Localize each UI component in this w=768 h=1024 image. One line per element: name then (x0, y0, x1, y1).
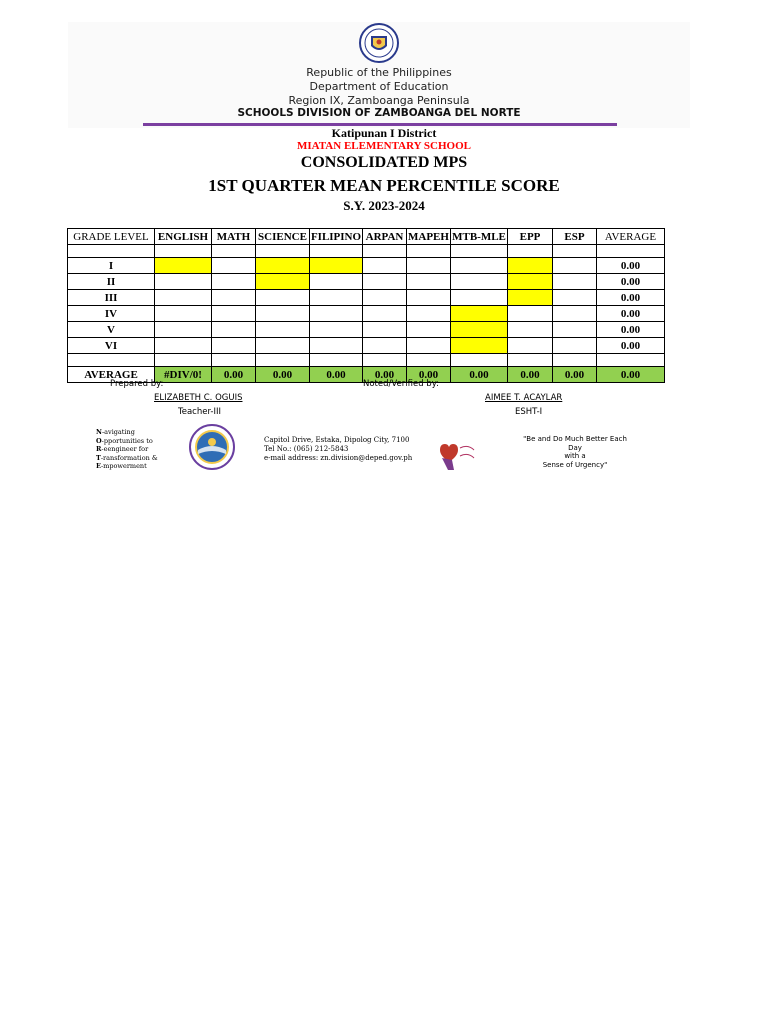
subject-average-cell: 0.00 (212, 367, 256, 383)
score-cell[interactable] (363, 322, 407, 338)
prepared-by-label: Prepared by: (110, 379, 164, 389)
score-cell[interactable] (155, 290, 212, 306)
table-header-row (68, 229, 665, 245)
column-header: MAPEH (408, 230, 449, 243)
score-cell[interactable] (553, 290, 597, 306)
norte-acronym: N-avigating O-pportunities to R-eengineer for T-ransformation & E-mpowerment (96, 428, 158, 470)
prepared-by-name: ELIZABETH C. OGUIS (154, 393, 243, 403)
heart-hand-icon (434, 436, 478, 472)
grade-level-cell: IV (68, 306, 155, 322)
score-cell[interactable] (212, 258, 256, 274)
score-cell[interactable] (553, 338, 597, 354)
grade-level-cell: I (68, 258, 155, 274)
column-header: ENGLISH (155, 229, 212, 245)
table-row (68, 338, 665, 354)
score-cell[interactable] (310, 322, 363, 338)
score-cell[interactable] (212, 306, 256, 322)
score-cell[interactable] (155, 274, 212, 290)
column-header: AVERAGE (597, 229, 665, 245)
address-line: Capitol Drive, Estaka, Dipolog City, 7100 (264, 436, 410, 444)
subject-average-cell: 0.00 (407, 367, 451, 383)
score-cell[interactable] (256, 322, 310, 338)
score-cell[interactable] (451, 274, 508, 290)
school-year: S.Y. 2023-2024 (343, 198, 425, 213)
email-line: e-mail address: zn.division@deped.gov.ph (264, 454, 413, 462)
score-cell[interactable] (212, 274, 256, 290)
score-cell[interactable] (256, 258, 310, 274)
subject-average-cell: 0.00 (553, 367, 597, 383)
score-cell[interactable] (508, 290, 553, 306)
column-header: SCIENCE (256, 229, 310, 245)
header-republic: Republic of the Philippines (306, 66, 452, 79)
subject-average-cell: 0.00 (256, 367, 310, 383)
score-cell[interactable] (363, 290, 407, 306)
score-cell[interactable] (407, 306, 451, 322)
score-cell[interactable] (212, 322, 256, 338)
score-cell[interactable] (363, 338, 407, 354)
subject-average-cell: 0.00 (451, 367, 508, 383)
score-cell[interactable] (508, 338, 553, 354)
row-average-cell: 0.00 (597, 274, 665, 290)
score-cell[interactable] (212, 290, 256, 306)
column-header: ARPAN (363, 229, 407, 245)
score-cell[interactable] (155, 338, 212, 354)
score-cell[interactable] (508, 306, 553, 322)
grade-level-cell: III (68, 290, 155, 306)
noted-by-label: Noted/Verified by: (363, 379, 439, 389)
column-header: MATH (212, 229, 256, 245)
district-name: Katipunan I District (331, 126, 437, 140)
column-header: FILIPINO (310, 230, 362, 243)
row-average-cell: 0.00 (597, 338, 665, 354)
noted-by-name: AIMEE T. ACAYLAR (485, 393, 563, 403)
score-cell[interactable] (310, 258, 363, 274)
noted-by-title: ESHT-I (515, 407, 543, 417)
header-region: Region IX, Zamboanga Peninsula (288, 94, 470, 107)
grade-level-cell: II (68, 274, 155, 290)
school-name: MIATAN ELEMENTARY SCHOOL (297, 140, 471, 152)
score-cell[interactable] (407, 322, 451, 338)
score-cell[interactable] (451, 338, 508, 354)
column-header: EPP (508, 229, 553, 245)
grade-level-cell: V (68, 322, 155, 338)
score-cell[interactable] (508, 258, 553, 274)
score-cell[interactable] (407, 290, 451, 306)
score-cell[interactable] (310, 290, 363, 306)
row-average-cell: 0.00 (597, 258, 665, 274)
score-cell[interactable] (256, 274, 310, 290)
overall-average-cell: 0.00 (597, 367, 665, 383)
score-cell[interactable] (553, 274, 597, 290)
score-cell[interactable] (363, 306, 407, 322)
deped-seal-icon (357, 22, 401, 64)
column-header: MTB-MLE (452, 230, 506, 243)
score-cell[interactable] (310, 274, 363, 290)
subject-average-cell: 0.00 (363, 367, 407, 383)
table-row (68, 274, 665, 290)
column-header: ESP (553, 229, 597, 245)
score-cell[interactable] (407, 258, 451, 274)
score-cell[interactable] (508, 274, 553, 290)
score-cell[interactable] (553, 322, 597, 338)
grade-level-cell: VI (68, 338, 155, 354)
row-average-cell: 0.00 (597, 306, 665, 322)
score-cell[interactable] (407, 274, 451, 290)
table-row (68, 290, 665, 306)
score-cell[interactable] (310, 338, 363, 354)
subject-average-cell: 0.00 (310, 367, 363, 383)
score-cell[interactable] (256, 290, 310, 306)
header-division: SCHOOLS DIVISION OF ZAMBOANGA DEL NORTE (237, 107, 521, 119)
telephone-line: Tel No.: (065) 212-5843 (264, 445, 349, 453)
score-cell[interactable] (256, 306, 310, 322)
table-row (68, 322, 665, 338)
prepared-by-title: Teacher-III (178, 407, 222, 417)
column-header: GRADE LEVEL (68, 229, 155, 245)
report-title: CONSOLIDATED MPS (300, 154, 468, 171)
table-spacer-row (68, 354, 665, 367)
subject-average-cell: #DIV/0! (155, 367, 212, 383)
average-row-label: AVERAGE (68, 367, 155, 383)
table-spacer-row (68, 245, 665, 258)
score-cell[interactable] (256, 338, 310, 354)
score-cell[interactable] (212, 338, 256, 354)
division-logo-icon (188, 424, 236, 470)
table-row (68, 258, 665, 274)
score-cell[interactable] (363, 258, 407, 274)
score-cell[interactable] (451, 322, 508, 338)
score-cell[interactable] (508, 322, 553, 338)
score-cell[interactable] (451, 306, 508, 322)
report-subtitle: 1ST QUARTER MEAN PERCENTILE SCORE (208, 176, 560, 195)
table-row (68, 306, 665, 322)
score-cell[interactable] (363, 274, 407, 290)
division-address (264, 436, 412, 463)
row-average-cell: 0.00 (597, 322, 665, 338)
score-cell[interactable] (407, 338, 451, 354)
score-cell[interactable] (553, 258, 597, 274)
header-department: Department of Education (309, 80, 449, 93)
score-cell[interactable] (553, 306, 597, 322)
subject-average-cell: 0.00 (508, 367, 553, 383)
row-average-cell: 0.00 (597, 290, 665, 306)
score-cell[interactable] (310, 306, 363, 322)
score-cell[interactable] (155, 258, 212, 274)
score-cell[interactable] (451, 290, 508, 306)
mps-table (67, 228, 665, 383)
score-cell[interactable] (155, 306, 212, 322)
score-cell[interactable] (451, 258, 508, 274)
division-motto: "Be and Do Much Better Each Day with a Sense of Urgency" (523, 435, 627, 469)
score-cell[interactable] (155, 322, 212, 338)
